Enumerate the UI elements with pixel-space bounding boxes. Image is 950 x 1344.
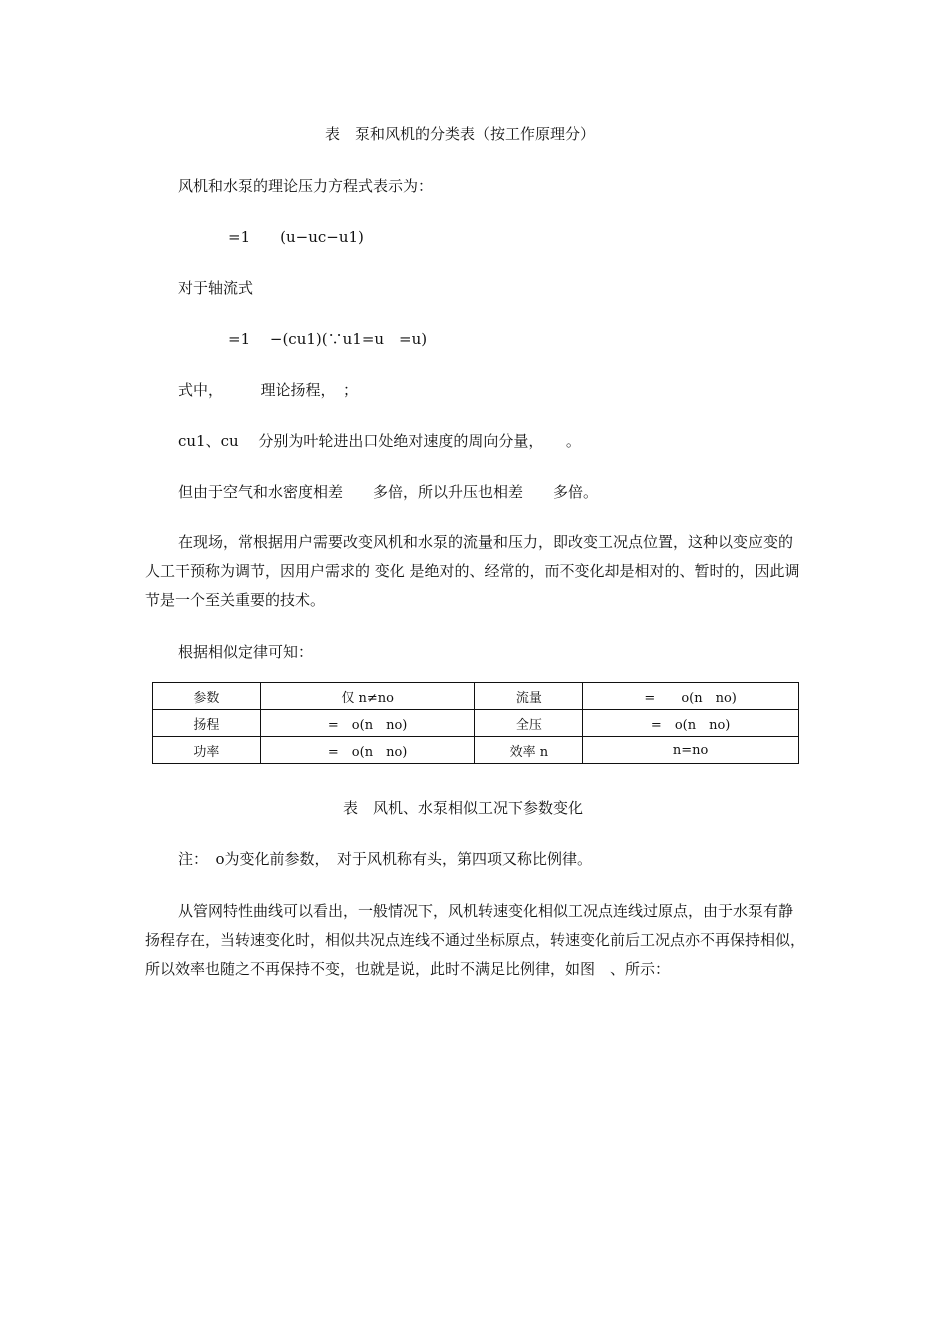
table-cell: = o(n no) — [260, 737, 475, 764]
table-cell: 仅 n≠no — [260, 683, 475, 710]
table-row — [153, 710, 799, 737]
regulation-paragraph: 在现场，常根据用户需要改变风机和水泵的流量和压力，即改变工况点位置，这种以变应变的人工干预称为调节，因用户需求的 变化 是绝对的、经常的，而不变化却是相对的、暂时的，因此调节是一个至关重要的技术。 — [145, 533, 800, 609]
axial-flow-label: 对于轴流式 — [178, 279, 254, 297]
table-cell: 功率 — [153, 737, 261, 764]
intro-text: 风机和水泵的理论压力方程式表示为： — [178, 177, 434, 195]
table-cell: 流量 — [475, 683, 583, 710]
similarity-law-intro: 根据相似定律可知： — [178, 643, 314, 661]
cu-definition: cu1、cu 分别为叶轮进出口处绝对速度的周向分量， 。 — [178, 432, 581, 450]
parameter-table — [152, 682, 799, 764]
table-cell: 效率 n — [475, 737, 583, 764]
table-cell: n=no — [583, 737, 799, 764]
pipe-network-paragraph: 从管网特性曲线可以看出，一般情况下，风机转速变化相似工况点连线过原点，由于水泵有静扬程存在，当转速变化时，相似共况点连线不通过坐标原点，转速变化前后工况点亦不再保持相似，所以效率也随之不再保持不变，也就是说，此时不满足比例律，如图 、所示： — [145, 902, 806, 978]
equation-2: =1 −(cu1)(∵u1=u =u) — [228, 330, 428, 348]
note-text: 注： o为变化前参数， 对于风机称有头，第四项又称比例律。 — [178, 850, 593, 868]
table-cell: 扬程 — [153, 710, 261, 737]
table-cell: 全压 — [475, 710, 583, 737]
table2-caption: 表 风机、水泵相似工况下参数变化 — [343, 799, 584, 817]
table-cell: = o(n no) — [260, 710, 475, 737]
density-statement: 但由于空气和水密度相差 多倍，所以升压也相差 多倍。 — [178, 483, 599, 501]
where-definition: 式中， 理论扬程， ； — [178, 381, 359, 399]
table-cell: 参数 — [153, 683, 261, 710]
table-row — [153, 737, 799, 764]
table-cell: = o(n no) — [583, 710, 799, 737]
table-row — [153, 683, 799, 710]
table1-caption: 表 泵和风机的分类表（按工作原理分） — [325, 125, 596, 143]
table-cell: = o(n no) — [583, 683, 799, 710]
equation-1: =1 (u−uc−u1) — [228, 228, 364, 246]
